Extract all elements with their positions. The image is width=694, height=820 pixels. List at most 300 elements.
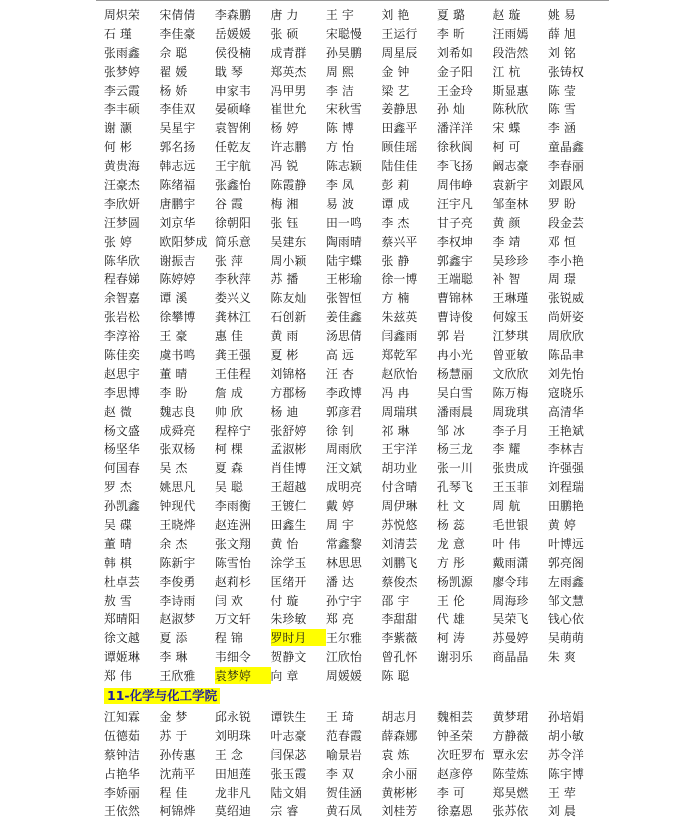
name-cell: 简乐意 (215, 234, 251, 249)
name-cell: 胡小敏 (548, 728, 584, 743)
table-row (104, 194, 604, 213)
name-cell: 谷 霞 (215, 196, 243, 211)
name-cell: 王晓烨 (159, 517, 196, 532)
name-cell: 董 晴 (159, 366, 188, 381)
name-cell: 黄 雨 (270, 329, 299, 344)
table-row (104, 269, 604, 288)
name-cell: 寇晓乐 (548, 385, 584, 400)
name-cell: 蔡俊杰 (381, 574, 418, 589)
table-row (104, 175, 604, 194)
name-cell: 高 远 (326, 347, 354, 362)
name-cell: 王宇洋 (381, 442, 418, 457)
name-cell: 蔡兴平 (381, 234, 418, 249)
name-cell: 薛森娜 (381, 728, 418, 743)
name-cell: 程 锦 (215, 631, 243, 646)
name-cell: 申家韦 (215, 83, 251, 98)
name-cell: 陆佳佳 (381, 159, 418, 174)
name-cell: 蔡钟洁 (104, 747, 140, 762)
name-cell: 廖令玮 (492, 574, 529, 589)
name-cell: 张舒婷 (270, 423, 307, 438)
name-cell: 周 璟 (548, 272, 576, 287)
table-row (104, 458, 604, 477)
name-cell: 闫鑫雨 (381, 329, 418, 344)
name-cell: 陈 莹 (548, 83, 576, 98)
name-cell: 王尔雅 (326, 631, 362, 646)
name-cell: 付 璇 (270, 593, 299, 608)
name-cell: 晏硕峰 (215, 102, 251, 117)
name-cell: 江知霖 (104, 710, 140, 724)
name-cell: 梅 湘 (270, 196, 299, 211)
name-cell: 张鑫怡 (215, 177, 251, 192)
name-cell: 段浩然 (492, 45, 529, 60)
name-cell: 袁 炼 (381, 747, 410, 762)
name-cell: 陈婷婷 (159, 272, 196, 287)
name-cell: 陈华欣 (104, 253, 140, 268)
name-cell: 韩志远 (159, 159, 196, 174)
name-cell: 薛 旭 (548, 26, 576, 41)
name-cell: 袁新宇 (492, 177, 529, 192)
name-cell: 李 耀 (492, 442, 521, 457)
name-cell: 宋聪慢 (326, 26, 362, 41)
table-row (104, 326, 604, 345)
name-cell: 冯 冉 (381, 385, 410, 400)
name-cell: 金子阳 (437, 64, 473, 79)
name-cell: 陈霞静 (270, 177, 307, 192)
name-cell: 龚林江 (215, 310, 251, 325)
name-cell: 徐 钊 (326, 423, 354, 438)
name-cell: 李 杰 (381, 215, 410, 230)
name-cell: 谭 成 (381, 196, 410, 211)
name-cell: 王 豪 (159, 329, 188, 344)
name-cell: 顾佳瑶 (381, 140, 418, 155)
name-cell: 杨文盛 (104, 423, 140, 438)
name-cell: 李 琳 (159, 650, 188, 665)
name-cell: 常鑫黎 (326, 536, 362, 551)
name-cell: 江欣怡 (326, 650, 362, 665)
name-cell: 汪宇凡 (437, 196, 473, 211)
name-cell: 田鑫生 (270, 517, 307, 532)
name-cell: 罗 盼 (548, 196, 576, 211)
name-cell: 方郡杨 (270, 385, 307, 400)
name-cell: 苏曼婷 (492, 631, 529, 646)
name-cell: 杨 迪 (270, 404, 299, 419)
name-cell: 姜佳鑫 (326, 310, 362, 325)
name-cell: 刘京华 (159, 215, 196, 230)
name-cell: 魏志良 (159, 404, 196, 419)
name-cell: 郭彦君 (326, 404, 362, 419)
name-cell: 祁 琳 (381, 423, 410, 438)
name-cell: 代 雄 (437, 612, 465, 627)
name-cell: 李 双 (326, 766, 354, 781)
name-cell: 潘洋洋 (437, 121, 473, 136)
name-cell: 黄石凤 (326, 804, 362, 819)
table-row (104, 81, 604, 100)
name-cell: 潘雨晨 (437, 404, 473, 419)
name-cell: 王 伦 (437, 593, 465, 608)
name-cell: 伍德茹 (104, 728, 140, 743)
name-cell: 李欣妍 (104, 196, 140, 211)
name-cell: 王欣雅 (159, 669, 196, 684)
name-cell: 汤思倩 (326, 329, 362, 344)
table-row (104, 572, 604, 591)
name-cell: 张文翔 (215, 536, 251, 551)
table-row (104, 439, 604, 458)
table-row (104, 99, 604, 118)
table-row (104, 477, 604, 496)
name-cell: 陈万梅 (492, 385, 529, 400)
name-cell: 刘鹏飞 (381, 555, 418, 570)
name-cell: 吴萌萌 (548, 631, 584, 646)
name-cell: 陈绪福 (159, 177, 196, 192)
name-cell: 夏 璐 (437, 7, 465, 22)
name-cell: 李思博 (104, 385, 140, 400)
name-cell: 吴白雪 (437, 385, 473, 400)
name-cell: 周炽荣 (104, 7, 140, 22)
name-cell: 王超越 (270, 480, 307, 495)
name-cell: 柯锦烨 (159, 804, 196, 819)
name-cell: 李紫薇 (381, 631, 418, 646)
name-cell: 李子月 (492, 423, 529, 438)
name-cell: 赵 璇 (492, 7, 521, 22)
name-cell: 朱珍敏 (270, 612, 307, 627)
name-cell: 刘 晨 (548, 804, 576, 819)
name-cell: 陆宇蝶 (326, 253, 362, 268)
name-cell: 李诗雨 (159, 593, 196, 608)
name-cell: 李小艳 (548, 253, 584, 268)
name-cell: 刘 艳 (381, 7, 410, 22)
name-cell: 张贵成 (492, 461, 529, 476)
name-cell: 欧阳梦成 (159, 234, 208, 249)
name-cell: 占艳华 (104, 766, 140, 781)
name-cell: 刘跟风 (548, 177, 584, 192)
name-cell: 张一川 (437, 461, 473, 476)
name-cell: 潘 达 (326, 574, 354, 589)
name-cell: 周伟峥 (437, 177, 473, 192)
name-cell: 张双杨 (159, 442, 196, 457)
name-cell: 叶博远 (548, 536, 584, 551)
name-cell: 罗 杰 (104, 480, 132, 495)
name-cell: 胡志月 (381, 710, 418, 724)
name-cell: 李佳双 (159, 102, 196, 117)
name-cell: 汪梦圆 (104, 215, 140, 230)
name-cell: 杨慧丽 (437, 366, 473, 381)
name-cell: 阚志豪 (492, 159, 529, 174)
name-cell: 刘桂芳 (381, 804, 418, 819)
name-cell: 田鑫平 (381, 121, 418, 136)
name-cell: 陈佳奕 (104, 347, 140, 362)
name-cell: 刘明珠 (215, 728, 251, 743)
name-cell: 田鹏艳 (548, 499, 584, 514)
name-cell: 黄梦珺 (492, 710, 529, 724)
table-row (104, 707, 604, 726)
name-cell: 孙宁宇 (326, 593, 362, 608)
name-cell: 李淳裕 (104, 329, 140, 344)
name-cell: 宋倩倩 (159, 7, 196, 22)
name-cell: 孙传惠 (159, 747, 196, 762)
name-cell: 余智嘉 (104, 291, 140, 306)
name-cell: 夏 添 (159, 631, 188, 646)
table-row (104, 553, 604, 572)
name-cell: 匡绪开 (270, 574, 307, 589)
name-cell: 余 杰 (159, 536, 188, 551)
name-rows-bottom (104, 707, 604, 820)
name-cell: 曾孔怀 (381, 650, 418, 665)
table-row (104, 534, 604, 553)
name-cell: 李林吉 (548, 442, 584, 457)
name-cell: 钟现代 (159, 499, 196, 514)
name-cell: 许强强 (548, 461, 584, 476)
name-cell: 苏 播 (270, 272, 299, 287)
name-cell: 苏 于 (159, 728, 188, 743)
name-cell: 冯甲男 (270, 83, 307, 98)
name-cell: 孙凯鑫 (104, 499, 140, 514)
name-cell: 戴雨潇 (492, 555, 529, 570)
name-cell: 周小颖 (270, 253, 307, 268)
table-row (104, 726, 604, 745)
name-cell: 向 章 (270, 669, 299, 684)
name-cell: 邱永锐 (215, 710, 251, 724)
name-cell: 贺静文 (270, 650, 307, 665)
name-cell: 黄 怡 (270, 536, 299, 551)
name-cell: 李俊勇 (159, 574, 196, 589)
name-cell: 岳媛媛 (215, 26, 251, 41)
name-cell: 翟 媛 (159, 64, 188, 79)
name-cell: 闫保苾 (270, 747, 307, 762)
name-cell: 李丰硕 (104, 102, 140, 117)
name-cell: 黄 颜 (492, 215, 521, 230)
name-cell: 陈 博 (326, 121, 354, 136)
name-cell: 吴珍珍 (492, 253, 529, 268)
name-cell: 何 彬 (104, 140, 132, 155)
name-cell: 金 钟 (381, 64, 410, 79)
name-cell: 方静薇 (492, 728, 529, 743)
name-cell: 王琳瑾 (492, 291, 529, 306)
name-cell: 宋 蝶 (492, 121, 521, 136)
name-cell: 刘希如 (437, 45, 473, 60)
name-cell: 姚思凡 (159, 480, 196, 495)
name-cell: 李 盼 (159, 385, 188, 400)
name-cell: 余小丽 (381, 766, 418, 781)
name-cell: 龙非凡 (215, 785, 251, 800)
name-cell: 陈友灿 (270, 291, 307, 306)
name-cell: 杨三龙 (437, 442, 473, 457)
name-cell: 程 佳 (159, 785, 188, 800)
name-cell: 周欣欣 (548, 329, 584, 344)
name-cell: 刘清芸 (381, 536, 418, 551)
name-cell: 次旺罗布 (437, 747, 485, 762)
name-cell: 李云霞 (104, 83, 140, 98)
name-cell: 补 智 (492, 272, 521, 287)
name-cell: 郑 亮 (326, 612, 354, 627)
name-cell: 李 涵 (548, 121, 576, 136)
name-cell: 莫绍迪 (215, 804, 251, 819)
name-cell: 曹诗俊 (437, 310, 473, 325)
name-cell: 高清华 (548, 404, 584, 419)
name-cell: 周雨欣 (326, 442, 362, 457)
name-cell: 林思思 (326, 555, 362, 570)
name-cell: 朱 爽 (548, 650, 576, 665)
name-cell: 李秋萍 (215, 272, 251, 287)
name-cell: 陈宇博 (548, 766, 584, 781)
name-cell: 石 瑾 (104, 26, 132, 41)
table-row (104, 496, 604, 515)
name-cell: 叶志豪 (270, 728, 307, 743)
name-cell: 虞书鸣 (159, 347, 196, 362)
name-cell: 杨 蕊 (437, 517, 465, 532)
name-cell: 周星辰 (381, 45, 418, 60)
name-cell: 柯 棵 (215, 442, 243, 457)
name-cell: 柯 涛 (437, 631, 465, 646)
name-cell: 吴 碟 (104, 517, 132, 532)
name-cell: 徐嘉恩 (437, 804, 473, 819)
name-cell: 王依然 (104, 804, 140, 819)
name-cell: 陈志颖 (326, 159, 362, 174)
name-cell: 商晶晶 (492, 650, 529, 665)
name-cell: 赵莉杉 (215, 574, 251, 589)
name-cell: 张雨鑫 (104, 45, 140, 60)
name-cell: 段金芸 (548, 215, 584, 230)
name-cell: 孙昊鹏 (326, 45, 362, 60)
name-cell: 毛世银 (492, 517, 529, 532)
name-cell: 易 波 (326, 196, 354, 211)
name-cell: 李 昕 (437, 26, 465, 41)
table-row (104, 783, 604, 802)
name-cell: 吴 杰 (159, 461, 188, 476)
name-cell: 童晶鑫 (548, 140, 584, 155)
name-cell: 龚王强 (215, 347, 251, 362)
name-cell: 汪雨嫣 (492, 26, 529, 41)
table-row (104, 232, 604, 251)
name-cell: 张 婷 (104, 234, 132, 249)
name-cell: 成舜亮 (159, 423, 196, 438)
name-cell: 吴星宇 (159, 121, 196, 136)
name-cell: 斯显惠 (492, 83, 529, 98)
name-cell: 戢 琴 (215, 64, 243, 79)
name-cell: 李雨衡 (215, 499, 251, 514)
name-cell: 苏令洋 (548, 747, 584, 762)
name-cell: 方 楠 (381, 291, 410, 306)
name-cell: 张苏依 (492, 804, 529, 819)
top-rule (96, 0, 609, 1)
name-cell: 娄兴义 (215, 291, 251, 306)
name-cell: 李娇丽 (104, 785, 140, 800)
name-cell: 孟淑彬 (270, 442, 307, 457)
name-cell: 徐文越 (104, 631, 140, 646)
name-cell: 王金玲 (437, 83, 473, 98)
name-cell: 邹 冰 (437, 423, 465, 438)
name-cell: 张铸权 (548, 64, 584, 79)
name-cell: 沈荊平 (159, 766, 196, 781)
name-cell: 周媛媛 (326, 669, 362, 684)
name-cell: 唐鹏宇 (159, 196, 196, 211)
name-cell: 李飞扬 (437, 159, 473, 174)
name-cell: 曹锦林 (437, 291, 473, 306)
table-row (104, 610, 604, 629)
name-cell: 王 荦 (548, 785, 576, 800)
name-cell: 邹文慧 (548, 593, 584, 608)
name-cell: 周海珍 (492, 593, 529, 608)
name-cell: 陈新宇 (159, 555, 196, 570)
name-cell: 崔世允 (270, 102, 307, 117)
table-row (104, 213, 604, 232)
name-cell: 汪豪杰 (104, 177, 140, 192)
name-cell: 赵思宇 (104, 366, 140, 381)
name-cell: 郭鑫宇 (437, 253, 473, 268)
table-row (104, 515, 604, 534)
name-cell: 苏悦悠 (381, 517, 418, 532)
name-cell: 邹奎林 (492, 196, 529, 211)
name-cell: 赵欣怡 (381, 366, 418, 381)
table-row (104, 591, 604, 610)
table-row (104, 345, 604, 364)
name-cell: 罗时月 (271, 629, 327, 646)
table-row (104, 383, 604, 402)
table-row (104, 62, 604, 81)
name-cell: 周瑞琪 (381, 404, 418, 419)
name-cell: 王宇航 (215, 159, 251, 174)
name-cell: 郑乾军 (381, 347, 418, 362)
name-cell: 程梓宁 (215, 423, 251, 438)
name-cell: 周 宇 (326, 517, 354, 532)
name-cell: 左雨鑫 (548, 574, 584, 589)
section-heading: 11-化学与化工学院 (104, 688, 220, 704)
name-cell: 彭 莉 (381, 177, 410, 192)
name-cell: 谢羽乐 (437, 650, 473, 665)
table-row (104, 647, 604, 666)
name-cell: 邓 恒 (548, 234, 576, 249)
table-row (104, 402, 604, 421)
name-cell: 王 念 (215, 747, 243, 762)
name-cell: 黄贵海 (104, 159, 140, 174)
name-cell: 李森鹏 (215, 7, 251, 22)
name-cell: 董 晴 (104, 536, 132, 551)
name-cell: 谢 灏 (104, 121, 132, 136)
name-cell: 韦细令 (215, 650, 251, 665)
name-cell: 刘 铭 (548, 45, 576, 60)
name-cell: 杨 娇 (159, 83, 188, 98)
name-cell: 谭姬琳 (104, 650, 140, 665)
name-cell: 夏 森 (215, 461, 243, 476)
name-cell: 梁 艺 (381, 83, 410, 98)
name-cell: 郭亮阁 (548, 555, 584, 570)
name-cell: 袁梦婷 (215, 667, 271, 684)
name-cell: 任乾友 (215, 140, 251, 155)
name-cell: 郑昊燃 (492, 785, 529, 800)
name-cell: 陈莹炼 (492, 766, 529, 781)
name-cell: 韩 棋 (104, 555, 132, 570)
table-row (104, 137, 604, 156)
name-cell: 龙 意 (437, 536, 465, 551)
name-cell: 王玉菲 (492, 480, 529, 495)
name-cell: 刘程瑞 (548, 480, 584, 495)
name-cell: 何国春 (104, 461, 140, 476)
name-cell: 方 怡 (326, 140, 354, 155)
name-cell: 夏 彬 (270, 347, 299, 362)
name-cell: 王端聪 (437, 272, 473, 287)
name-cell: 陈 雪 (548, 102, 576, 117)
name-cell: 谢振吉 (159, 253, 196, 268)
name-cell: 帅 欣 (215, 404, 243, 419)
name-cell: 詹 成 (215, 385, 243, 400)
name-cell: 佘 聪 (159, 45, 188, 60)
name-cell: 张智恒 (326, 291, 362, 306)
table-row (104, 251, 604, 270)
name-cell: 陶雨晴 (326, 234, 362, 249)
name-cell: 李 凤 (326, 177, 354, 192)
name-cell: 胡功业 (381, 461, 418, 476)
name-cell: 文欣欣 (492, 366, 529, 381)
name-cell: 姜静思 (381, 102, 418, 117)
